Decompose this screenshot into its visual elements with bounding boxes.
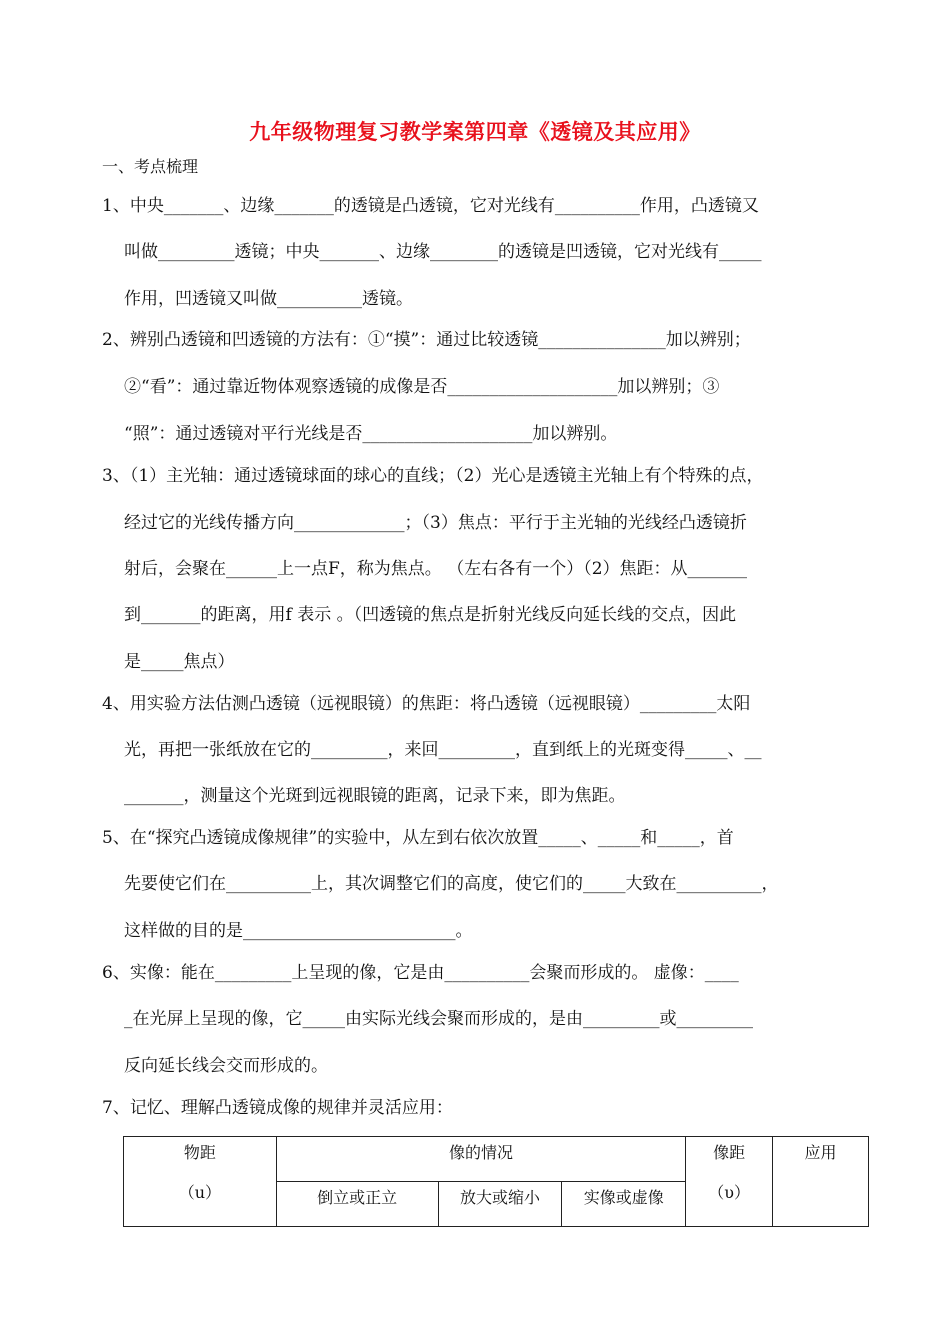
application-header bbox=[773, 1137, 869, 1227]
content-line: _在光屏上呈现的像，它_____由实际光线会聚而形成的，是由_________或_________ bbox=[124, 1009, 753, 1029]
content-line: 射后，会聚在______上一点F，称为焦点。 （左右各有一个）（2）焦距：从_______ bbox=[124, 559, 748, 579]
content-line: _______，测量这个光斑到远视眼镜的距离，记录下来，即为焦距。 bbox=[124, 786, 626, 806]
page-title: 九年级物理复习教学案第四章《透镜及其应用》 bbox=[249, 119, 701, 144]
content-line: 先要使它们在__________上，其次调整它们的高度，使它们的_____大致在__________， bbox=[124, 874, 779, 894]
image-distance-label: 像距 bbox=[713, 1143, 746, 1162]
content-line: 叫做_________透镜；中央_______、边缘________的透镜是凹透镜，它对光线有_____ bbox=[124, 242, 762, 262]
size-subheader: 放大或缩小 bbox=[438, 1182, 562, 1227]
table-header-row bbox=[124, 1137, 869, 1182]
content-line: 6、实像：能在_________上呈现的像，它是由__________会聚而形成的。 虚像：____ bbox=[102, 963, 739, 983]
image-type-subheader: 实像或虚像 bbox=[562, 1182, 686, 1227]
content-line: 经过它的光线传播方向_____________；（3）焦点：平行于主光轴的光线经凸透镜折 bbox=[124, 513, 747, 533]
content-line: 光，再把一张纸放在它的_________，来回_________，直到纸上的光斑变得_____、__ bbox=[124, 740, 762, 760]
image-distance-symbol: （υ） bbox=[708, 1183, 751, 1202]
lens-rules-table bbox=[123, 1136, 869, 1227]
image-distance-header bbox=[686, 1137, 773, 1227]
content-line: 2、辨别凸透镜和凹透镜的方法有：①“摸”：通过比较透镜_______________加以辨别； bbox=[102, 330, 751, 350]
content-line: 1、中央_______、边缘_______的透镜是凸透镜，它对光线有__________作用，凸透镜又 bbox=[102, 196, 759, 216]
content-line: 4、用实验方法估测凸透镜（远视眼镜）的焦距：将凸透镜（远视眼镜）_________太阳 bbox=[102, 694, 751, 714]
content-line: ②“看”：通过靠近物体观察透镜的成像是否____________________加以辨别；③ bbox=[124, 377, 720, 397]
object-distance-label: 物距 bbox=[183, 1143, 216, 1162]
content-line: 5、在“探究凸透镜成像规律”的实验中，从左到右依次放置_____、_____和_____，首 bbox=[102, 828, 734, 848]
object-distance-symbol: （u） bbox=[178, 1183, 222, 1202]
image-situation-label: 像的情况 bbox=[448, 1143, 513, 1162]
image-situation-header bbox=[276, 1137, 685, 1182]
content-line: 3、（1）主光轴：通过透镜球面的球心的直线；（2）光心是透镜主光轴上有个特殊的点， bbox=[102, 466, 764, 486]
content-line: “照”：通过透镜对平行光线是否____________________加以辨别。 bbox=[124, 424, 618, 444]
application-label: 应用 bbox=[804, 1143, 837, 1162]
content-line: 作用，凹透镜又叫做__________透镜。 bbox=[124, 289, 413, 309]
orientation-subheader: 倒立或正立 bbox=[276, 1182, 438, 1227]
object-distance-header bbox=[124, 1137, 277, 1227]
content-line: 7、记忆、理解凸透镜成像的规律并灵活应用： bbox=[102, 1098, 453, 1118]
section-heading: 一、考点梳理 bbox=[102, 157, 199, 176]
content-line: 到_______的距离，用f 表示 。（凹透镜的焦点是折射光线反向延长线的交点，因此 bbox=[124, 605, 737, 625]
content-line: 是_____焦点） bbox=[124, 652, 235, 672]
content-line: 反向延长线会交而形成的。 bbox=[124, 1056, 328, 1076]
content-line: 这样做的目的是_________________________。 bbox=[124, 921, 473, 941]
